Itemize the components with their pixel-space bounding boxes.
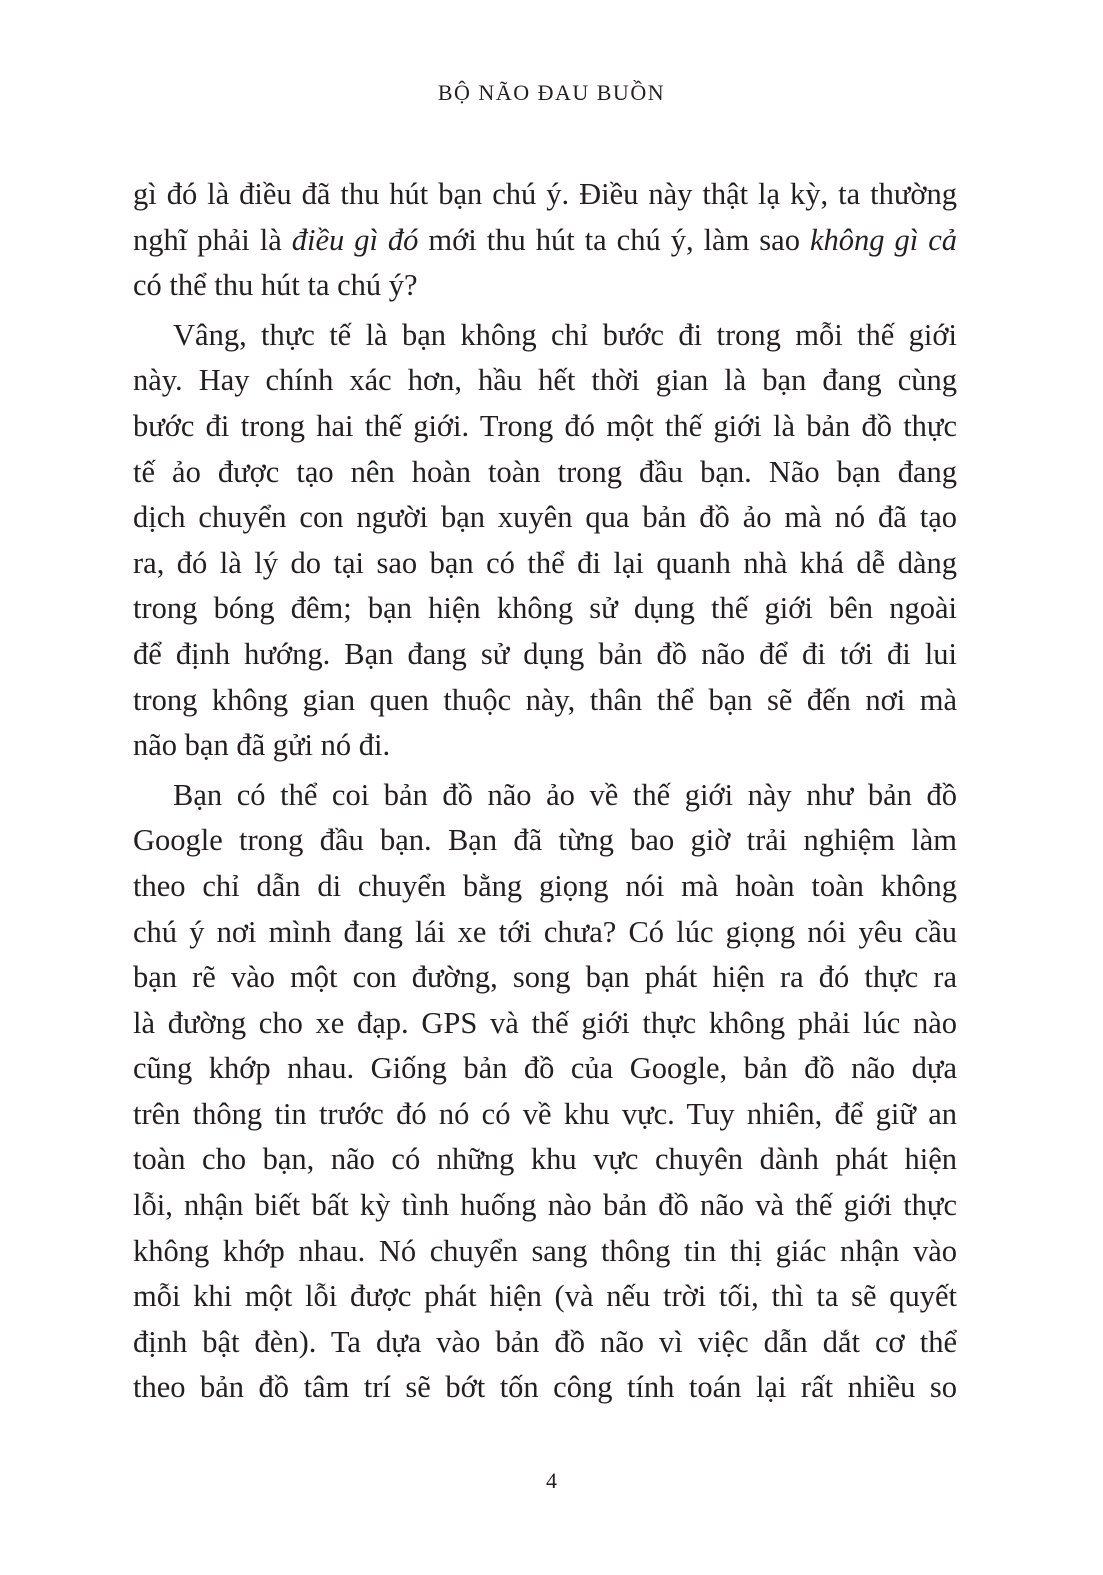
text-line bbox=[133, 864, 957, 910]
italic-text: không gì cả bbox=[809, 222, 957, 257]
text-segment: dịch chuyển con người bạn xuyên qua bản đồ ảo mà nó đã tạo bbox=[133, 500, 957, 535]
text-segment: toàn cho bạn, não có những khu vực chuyên dành phát hiện bbox=[133, 1142, 957, 1177]
paragraph bbox=[133, 172, 957, 309]
text-line bbox=[133, 910, 957, 956]
text-line bbox=[133, 632, 957, 678]
text-segment: này. Hay chính xác hơn, hầu hết thời gian là bạn đang cùng bbox=[133, 363, 957, 398]
text-segment: bạn rẽ vào một con đường, song bạn phát hiện ra đó thực ra bbox=[133, 960, 957, 995]
text-segment: bước đi trong hai thế giới. Trong đó một thế giới là bản đồ thực bbox=[133, 408, 957, 443]
text-line bbox=[133, 404, 957, 450]
italic-text: điều gì đó bbox=[291, 222, 419, 257]
text-line bbox=[133, 450, 957, 496]
text-line bbox=[133, 1274, 957, 1320]
text-line bbox=[133, 1229, 957, 1275]
text-segment: mới thu hút ta chú ý, làm sao bbox=[418, 222, 810, 257]
text-segment: mỗi khi một lỗi được phát hiện (và nếu trời tối, thì ta sẽ quyết bbox=[133, 1279, 957, 1314]
paragraph bbox=[133, 313, 957, 769]
text-segment: lỗi, nhận biết bất kỳ tình huống nào bản đồ não và thế giới thực bbox=[133, 1188, 957, 1223]
text-line bbox=[133, 218, 957, 264]
text-line bbox=[133, 495, 957, 541]
text-line bbox=[133, 358, 957, 404]
text-segment: theo chỉ dẫn di chuyển bằng giọng nói mà hoàn toàn không bbox=[133, 868, 957, 903]
text-line bbox=[133, 678, 957, 724]
text-segment: theo bản đồ tâm trí sẽ bớt tốn công tính toán lại rất nhiều so bbox=[133, 1370, 957, 1405]
text-segment: não bạn đã gửi nó đi. bbox=[133, 728, 391, 763]
text-segment: Vâng, thực tế là bạn không chỉ bước đi trong mỗi thế giới bbox=[173, 317, 957, 352]
text-line bbox=[133, 541, 957, 587]
text-segment: định bật đèn). Ta dựa vào bản đồ não vì việc dẫn dắt cơ thể bbox=[133, 1324, 957, 1359]
text-segment: trong không gian quen thuộc này, thân thể bạn sẽ đến nơi mà bbox=[133, 682, 957, 717]
text-segment: cũng khớp nhau. Giống bản đồ của Google, bản đồ não dựa bbox=[133, 1051, 957, 1086]
text-line bbox=[133, 1092, 957, 1138]
text-segment: không khớp nhau. Nó chuyển sang thông tin thị giác nhận vào bbox=[133, 1233, 957, 1268]
text-line bbox=[133, 586, 957, 632]
text-line bbox=[133, 263, 957, 309]
text-segment: gì đó là điều đã thu hút bạn chú ý. Điều này thật lạ kỳ, ta thường bbox=[133, 177, 957, 211]
text-segment: có thể thu hút ta chú ý? bbox=[133, 268, 418, 303]
text-line bbox=[133, 1001, 957, 1047]
paragraph bbox=[133, 773, 957, 1411]
text-line bbox=[133, 723, 957, 769]
text-line bbox=[133, 1046, 957, 1092]
text-line bbox=[133, 1365, 957, 1411]
text-line bbox=[133, 1137, 957, 1183]
text-segment: trong bóng đêm; bạn hiện không sử dụng thế giới bên ngoài bbox=[133, 591, 957, 626]
text-line bbox=[133, 955, 957, 1001]
text-line bbox=[133, 1183, 957, 1229]
body-text bbox=[133, 172, 957, 1415]
running-head: BỘ NÃO ĐAU BUỒN bbox=[437, 80, 666, 105]
text-segment: Bạn có thể coi bản đồ não ảo về thế giới này như bản đồ bbox=[173, 777, 957, 812]
text-segment: để định hướng. Bạn đang sử dụng bản đồ não để đi tới đi lui bbox=[133, 636, 957, 671]
text-line bbox=[133, 818, 957, 864]
text-line bbox=[133, 773, 957, 819]
text-segment: trên thông tin trước đó nó có về khu vực. Tuy nhiên, để giữ an bbox=[133, 1096, 957, 1131]
text-segment: là đường cho xe đạp. GPS và thế giới thực không phải lúc nào bbox=[133, 1005, 957, 1040]
text-segment: tế ảo được tạo nên hoàn toàn trong đầu bạn. Não bạn đang bbox=[133, 454, 957, 489]
text-segment: nghĩ phải là bbox=[133, 222, 292, 257]
text-segment: chú ý nơi mình đang lái xe tới chưa? Có lúc giọng nói yêu cầu bbox=[133, 914, 957, 949]
text-line bbox=[133, 1320, 957, 1366]
text-segment: Google trong đầu bạn. Bạn đã từng bao giờ trải nghiệm làm bbox=[133, 823, 957, 858]
page-number: 4 bbox=[546, 1468, 557, 1493]
text-line bbox=[133, 172, 957, 218]
text-segment: ra, đó là lý do tại sao bạn có thể đi lại quanh nhà khá dễ dàng bbox=[133, 545, 957, 580]
text-line bbox=[133, 313, 957, 359]
